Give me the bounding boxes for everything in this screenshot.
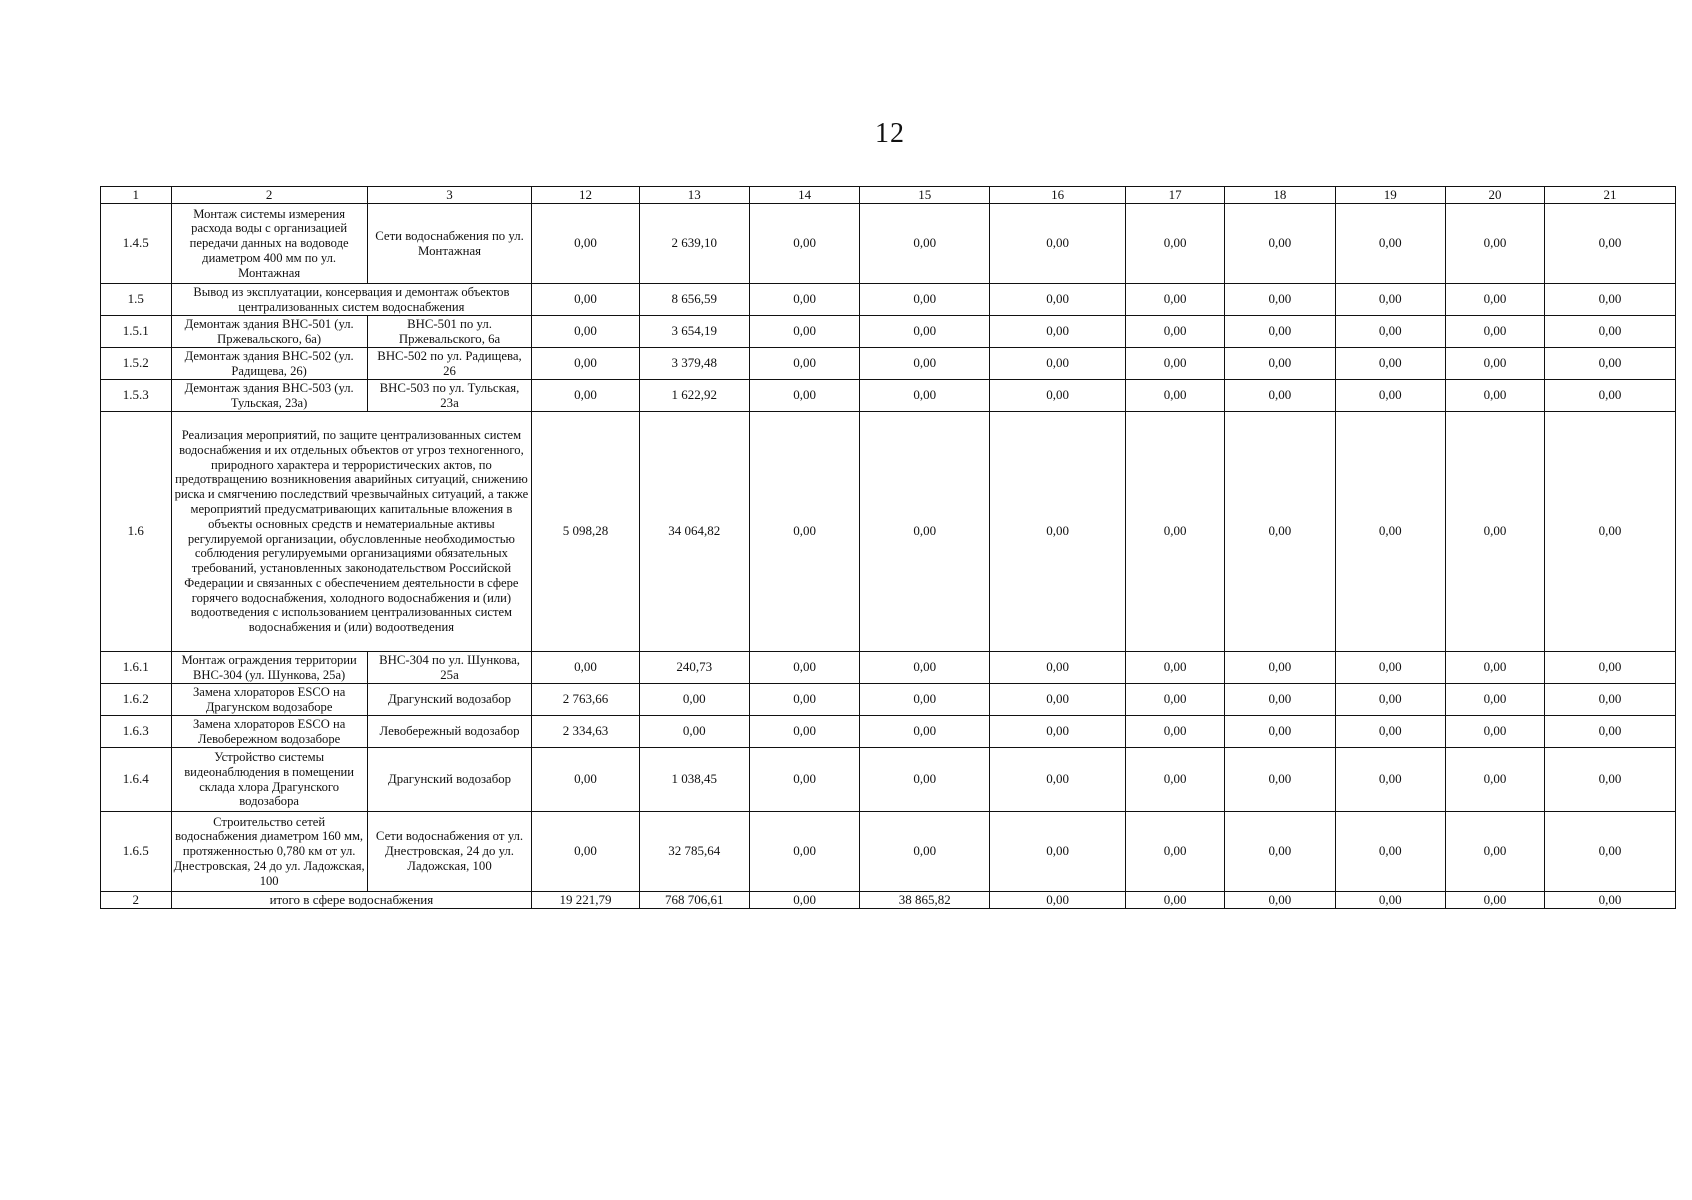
value-cell: 0,00 [1225,748,1335,812]
value-cell: 0,00 [1225,716,1335,748]
value-cell: 0,00 [749,412,859,652]
total-value-cell: 0,00 [1225,892,1335,909]
value-cell: 0,00 [1335,380,1445,412]
value-cell: 0,00 [1545,652,1676,684]
total-row [101,892,1676,909]
value-cell: 0,00 [1545,412,1676,652]
table-row [101,812,1676,892]
column-header: 1 [101,187,172,204]
value-cell: 0,00 [990,204,1126,284]
value-cell: 0,00 [990,716,1126,748]
table-row [101,748,1676,812]
value-cell: 0,00 [749,652,859,684]
total-value-cell: 0,00 [1335,892,1445,909]
column-header: 21 [1545,187,1676,204]
value-cell: 0,00 [1126,316,1225,348]
value-cell: 240,73 [639,652,749,684]
measure-description: Замена хлораторов ESCO на Драгунском водозаборе [171,684,367,716]
total-value-cell: 0,00 [749,892,859,909]
value-cell: 0,00 [1335,716,1445,748]
value-cell: 0,00 [1335,348,1445,380]
object-location: ВНС-502 по ул. Радищева, 26 [367,348,532,380]
value-cell: 0,00 [990,348,1126,380]
value-cell: 0,00 [1545,348,1676,380]
column-header: 19 [1335,187,1445,204]
column-header: 3 [367,187,532,204]
value-cell: 3 379,48 [639,348,749,380]
value-cell: 32 785,64 [639,812,749,892]
value-cell: 2 763,66 [532,684,639,716]
value-cell: 0,00 [1126,412,1225,652]
total-value-cell: 768 706,61 [639,892,749,909]
object-location: Драгунский водозабор [367,684,532,716]
value-cell: 0,00 [1545,716,1676,748]
value-cell: 0,00 [860,684,990,716]
row-number: 1.5 [101,284,172,316]
value-cell: 0,00 [860,748,990,812]
value-cell: 0,00 [860,284,990,316]
value-cell: 0,00 [749,748,859,812]
value-cell: 0,00 [1545,380,1676,412]
value-cell: 0,00 [1445,412,1544,652]
row-number: 1.5.3 [101,380,172,412]
value-cell: 0,00 [1335,412,1445,652]
value-cell: 1 622,92 [639,380,749,412]
row-number: 1.5.1 [101,316,172,348]
measure-description: Реализация мероприятий, по защите централизованных систем водоснабжения и их отдельных объектов от угроз техногенного, природного характера и террористических актов, по предотвращению возникновения аварийных ситуаций, снижению риска и смягчению последствий чрезвычайных ситуаций, а также мероприятий предусматривающих капитальные вложения в объекты основных средств и нематериальные активы регулируемой организации, обусловленные необходимостью соблюдения регулируемыми организациями обязательных требований, установленных законодательством Российской Федерации и связанных с обеспечением деятельности в сфере горячего водоснабжения, холодного водоснабжения и (или) водоотведения с использованием централизованных систем водоснабжения и (или) водоотведения [171,412,532,652]
value-cell: 0,00 [1225,348,1335,380]
measure-description: Демонтаж здания ВНС-502 (ул. Радищева, 26) [171,348,367,380]
value-cell: 0,00 [532,316,639,348]
value-cell: 0,00 [749,284,859,316]
value-cell: 0,00 [1445,380,1544,412]
table-row [101,316,1676,348]
value-cell: 3 654,19 [639,316,749,348]
value-cell: 0,00 [532,652,639,684]
column-header: 13 [639,187,749,204]
value-cell: 0,00 [990,652,1126,684]
row-number: 1.5.2 [101,348,172,380]
value-cell: 0,00 [1335,316,1445,348]
column-header-row [101,187,1676,204]
column-header: 14 [749,187,859,204]
value-cell: 0,00 [1126,380,1225,412]
value-cell: 0,00 [1445,316,1544,348]
value-cell: 0,00 [1225,380,1335,412]
value-cell: 0,00 [1445,748,1544,812]
value-cell: 0,00 [1335,684,1445,716]
value-cell: 0,00 [532,204,639,284]
value-cell: 0,00 [1126,748,1225,812]
value-cell: 0,00 [532,348,639,380]
value-cell: 0,00 [1445,812,1544,892]
value-cell: 0,00 [1126,348,1225,380]
column-header: 18 [1225,187,1335,204]
investment-program-table [100,186,1676,909]
value-cell: 0,00 [1335,812,1445,892]
value-cell: 34 064,82 [639,412,749,652]
value-cell: 0,00 [860,716,990,748]
value-cell: 0,00 [532,380,639,412]
value-cell: 0,00 [990,380,1126,412]
value-cell: 0,00 [1545,684,1676,716]
value-cell: 0,00 [1445,284,1544,316]
value-cell: 0,00 [1126,284,1225,316]
value-cell: 0,00 [749,684,859,716]
column-header: 20 [1445,187,1544,204]
value-cell: 0,00 [1445,684,1544,716]
value-cell: 0,00 [990,812,1126,892]
value-cell: 0,00 [860,204,990,284]
value-cell: 0,00 [1126,812,1225,892]
table-row [101,204,1676,284]
value-cell: 0,00 [990,684,1126,716]
value-cell: 0,00 [749,380,859,412]
value-cell: 0,00 [990,748,1126,812]
table-row [101,284,1676,316]
value-cell: 0,00 [532,812,639,892]
object-location: ВНС-501 по ул. Пржевальского, 6а [367,316,532,348]
total-value-cell: 0,00 [1545,892,1676,909]
value-cell: 0,00 [1335,284,1445,316]
row-number: 1.6.2 [101,684,172,716]
value-cell: 0,00 [1225,316,1335,348]
value-cell: 5 098,28 [532,412,639,652]
value-cell: 0,00 [860,412,990,652]
row-number: 1.6.1 [101,652,172,684]
row-number: 1.6.4 [101,748,172,812]
value-cell: 0,00 [1225,284,1335,316]
value-cell: 0,00 [1225,652,1335,684]
measure-description: Демонтаж здания ВНС-503 (ул. Тульская, 23а) [171,380,367,412]
value-cell: 0,00 [749,716,859,748]
value-cell: 0,00 [1126,652,1225,684]
total-value-cell: 0,00 [1445,892,1544,909]
value-cell: 0,00 [1545,316,1676,348]
measure-description: Монтаж системы измерения расхода воды с организацией передачи данных на водоводе диаметром 400 мм по ул. Монтажная [171,204,367,284]
measure-description: Устройство системы видеонаблюдения в помещении склада хлора Драгунского водозабора [171,748,367,812]
row-number: 1.6.3 [101,716,172,748]
total-value-cell: 0,00 [990,892,1126,909]
value-cell: 0,00 [1335,652,1445,684]
object-location: Левобережный водозабор [367,716,532,748]
value-cell: 0,00 [1225,684,1335,716]
value-cell: 0,00 [639,684,749,716]
value-cell: 2 639,10 [639,204,749,284]
total-value-cell: 19 221,79 [532,892,639,909]
row-number: 1.6.5 [101,812,172,892]
value-cell: 0,00 [860,812,990,892]
value-cell: 0,00 [532,748,639,812]
row-number: 1.4.5 [101,204,172,284]
page-number: 12 [875,118,905,149]
value-cell: 0,00 [1445,716,1544,748]
table-row [101,412,1676,652]
value-cell: 0,00 [1445,652,1544,684]
column-header: 16 [990,187,1126,204]
column-header: 17 [1126,187,1225,204]
column-header: 15 [860,187,990,204]
value-cell: 0,00 [749,204,859,284]
table-row [101,348,1676,380]
value-cell: 0,00 [532,284,639,316]
value-cell: 0,00 [860,652,990,684]
value-cell: 0,00 [990,412,1126,652]
object-location: ВНС-503 по ул. Тульская, 23а [367,380,532,412]
value-cell: 0,00 [1126,204,1225,284]
table-row [101,380,1676,412]
value-cell: 0,00 [1445,204,1544,284]
measure-description: Замена хлораторов ESCO на Левобережном водозаборе [171,716,367,748]
object-location: ВНС-304 по ул. Шункова, 25а [367,652,532,684]
value-cell: 0,00 [1335,204,1445,284]
value-cell: 0,00 [860,316,990,348]
value-cell: 0,00 [1545,748,1676,812]
value-cell: 0,00 [1445,348,1544,380]
table-row [101,652,1676,684]
value-cell: 0,00 [990,316,1126,348]
object-location: Драгунский водозабор [367,748,532,812]
measure-description: Демонтаж здания ВНС-501 (ул. Пржевальского, 6а) [171,316,367,348]
measure-description: Монтаж ограждения территории ВНС-304 (ул. Шункова, 25а) [171,652,367,684]
row-number: 1.6 [101,412,172,652]
value-cell: 0,00 [990,284,1126,316]
table-row [101,716,1676,748]
measure-description: Строительство сетей водоснабжения диаметром 160 мм, протяженностью 0,780 км от ул. Днестровская, 24 до ул. Ладожская, 100 [171,812,367,892]
value-cell: 1 038,45 [639,748,749,812]
column-header: 2 [171,187,367,204]
object-location: Сети водоснабжения по ул. Монтажная [367,204,532,284]
measure-description: Вывод из эксплуатации, консервация и демонтаж объектов централизованных систем водоснабжения [171,284,532,316]
value-cell: 0,00 [1335,748,1445,812]
column-header: 12 [532,187,639,204]
value-cell: 0,00 [1545,812,1676,892]
total-value-cell: 0,00 [1126,892,1225,909]
value-cell: 2 334,63 [532,716,639,748]
value-cell: 0,00 [1225,204,1335,284]
value-cell: 0,00 [639,716,749,748]
value-cell: 0,00 [860,380,990,412]
value-cell: 0,00 [1225,812,1335,892]
total-value-cell: 38 865,82 [860,892,990,909]
value-cell: 0,00 [1126,716,1225,748]
total-label: итого в сфере водоснабжения [171,892,532,909]
value-cell: 0,00 [860,348,990,380]
value-cell: 8 656,59 [639,284,749,316]
value-cell: 0,00 [1545,204,1676,284]
object-location: Сети водоснабжения от ул. Днестровская, 24 до ул. Ладожская, 100 [367,812,532,892]
value-cell: 0,00 [749,812,859,892]
table-row [101,684,1676,716]
value-cell: 0,00 [749,316,859,348]
total-number: 2 [101,892,172,909]
value-cell: 0,00 [1126,684,1225,716]
value-cell: 0,00 [1545,284,1676,316]
value-cell: 0,00 [749,348,859,380]
value-cell: 0,00 [1225,412,1335,652]
